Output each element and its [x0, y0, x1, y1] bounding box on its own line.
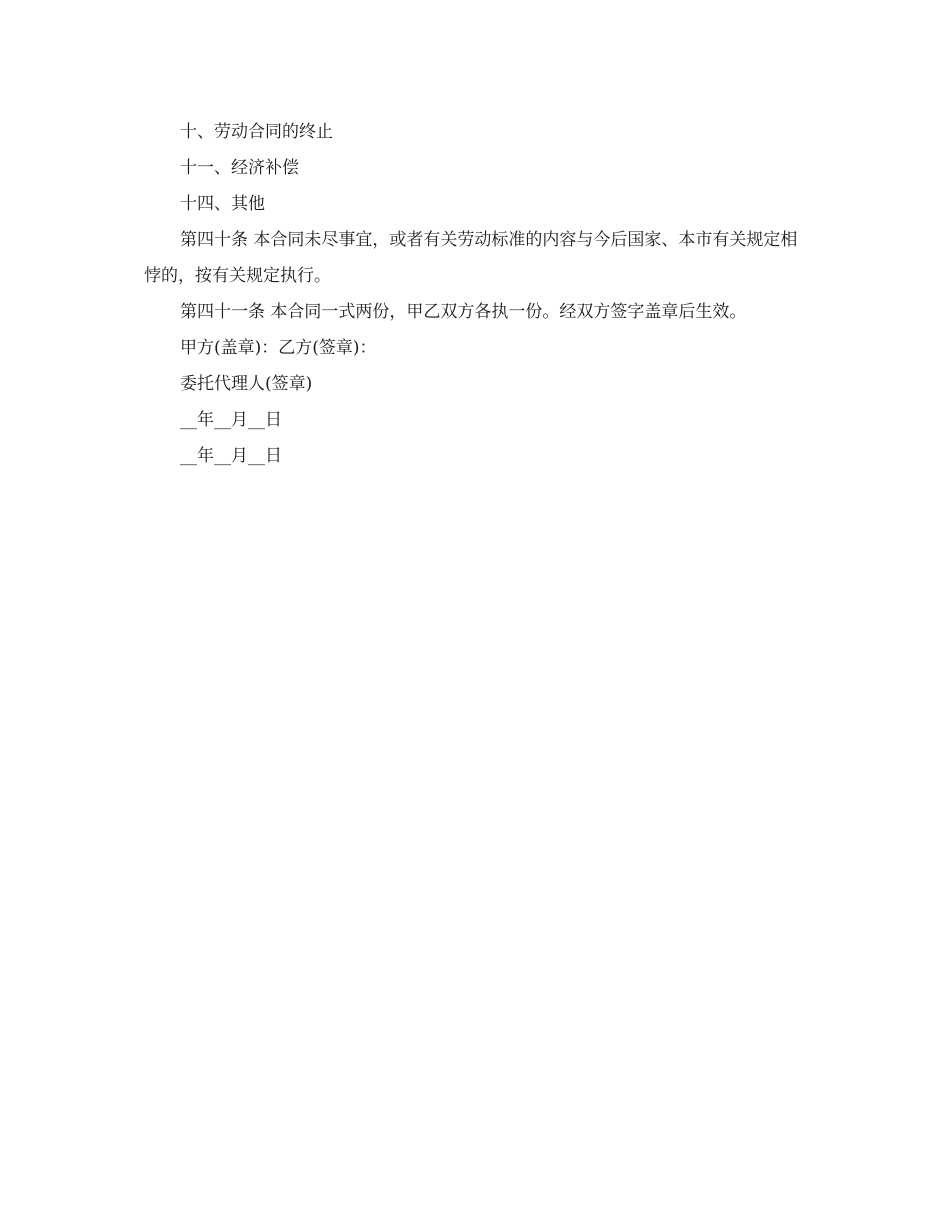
agent-signature-line: 委托代理人(签章) [180, 374, 313, 394]
date-line-party-b: __年__月__日 [180, 446, 282, 466]
document-body [144, 114, 808, 474]
section-heading-other: 十四、其他 [180, 194, 265, 214]
article-41: 第四十一条 本合同一式两份，甲乙双方各执一份。经双方签字盖章后生效。 [180, 302, 747, 322]
party-signature-line: 甲方(盖章)：乙方(签章)： [180, 338, 377, 358]
section-heading-compensation: 十一、经济补偿 [180, 158, 299, 178]
section-heading-termination: 十、劳动合同的终止 [180, 122, 333, 142]
article-40: 第四十条 本合同未尽事宜，或者有关劳动标准的内容与今后国家、本市有关规定相悖的，按有关规定执行。 [144, 230, 798, 286]
date-line-party-a: __年__月__日 [180, 410, 282, 430]
